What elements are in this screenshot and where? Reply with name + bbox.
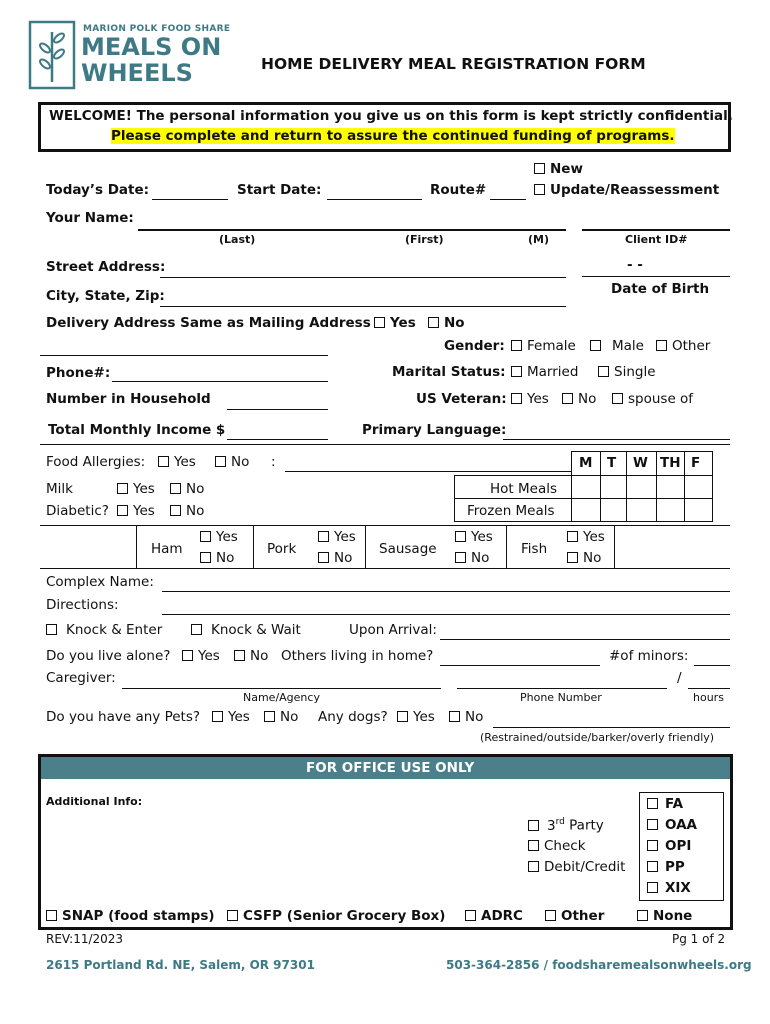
new-option[interactable]: New [534, 161, 583, 177]
directions-field[interactable] [162, 614, 730, 615]
milk-label: Milk [46, 481, 73, 497]
snap-option[interactable]: SNAP (food stamps) [46, 908, 215, 924]
todays-date-label: Today’s Date: [46, 182, 150, 198]
alone-no-checkbox[interactable] [234, 650, 245, 661]
marital-married[interactable]: Married [511, 364, 578, 380]
alone-yes-checkbox[interactable] [182, 650, 193, 661]
start-date-field[interactable] [327, 199, 422, 200]
allergies-yes-checkbox[interactable] [158, 456, 169, 467]
directions-label: Directions: [46, 597, 119, 613]
none-option[interactable]: None [637, 908, 692, 924]
pets-no[interactable]: No [264, 709, 298, 725]
gender-male[interactable]: Male [590, 338, 644, 354]
day-th: TH [660, 455, 681, 471]
married-checkbox[interactable] [511, 366, 522, 377]
pets-no-checkbox[interactable] [264, 711, 275, 722]
ham-yes[interactable]: Yes [200, 529, 238, 545]
ham-no-checkbox[interactable] [200, 552, 211, 563]
complex-field[interactable] [162, 591, 730, 592]
hours-caption: hours [693, 691, 724, 704]
code-xix[interactable]: XIX [647, 880, 691, 896]
form-title: HOME DELIVERY MEAL REGISTRATION FORM [261, 55, 646, 73]
knock-wait-checkbox[interactable] [191, 624, 202, 635]
milk-no[interactable]: No [170, 481, 204, 497]
page-number: Pg 1 of 2 [672, 932, 726, 946]
frozen-meals-label: Frozen Meals [467, 503, 555, 519]
veteran-spouse[interactable]: spouse of [612, 391, 693, 407]
income-field[interactable] [227, 439, 328, 440]
street-field[interactable] [160, 277, 566, 278]
allergies-no[interactable]: No [215, 454, 249, 470]
logo-line2: WHEELS [81, 59, 193, 87]
logo-line1: MEALS ON [81, 33, 222, 61]
update-option[interactable]: Update/Reassessment [534, 182, 719, 198]
alone-no[interactable]: No [234, 648, 268, 664]
pork-yes[interactable]: Yes [318, 529, 356, 545]
ham-label: Ham [151, 541, 183, 557]
revision: REV:11/2023 [46, 932, 124, 946]
ham-no[interactable]: No [200, 550, 234, 566]
last-caption: (Last) [219, 233, 256, 246]
office-bar-title: FOR OFFICE USE ONLY [306, 760, 475, 776]
fa-checkbox[interactable] [647, 798, 658, 809]
fish-label: Fish [521, 541, 548, 557]
dob-separators: - - [627, 257, 643, 273]
veteran-label: US Veteran: [416, 391, 507, 407]
csfp-option[interactable]: CSFP (Senior Grocery Box) [227, 908, 445, 924]
veteran-no-checkbox[interactable] [562, 393, 573, 404]
pets-yes-checkbox[interactable] [212, 711, 223, 722]
code-opi[interactable]: OPI [647, 838, 691, 854]
section-divider [40, 444, 730, 445]
other-office-checkbox[interactable] [545, 910, 556, 921]
hours-field[interactable] [688, 688, 730, 689]
knock-wait[interactable]: Knock & Wait [191, 622, 301, 638]
milk-yes-checkbox[interactable] [117, 483, 128, 494]
dogs-no-checkbox[interactable] [449, 711, 460, 722]
dogs-yes[interactable]: Yes [397, 709, 435, 725]
welcome-line2: Please complete and return to assure the continued funding of programs. [111, 128, 675, 144]
marital-single[interactable]: Single [598, 364, 656, 380]
oaa-checkbox[interactable] [647, 819, 658, 830]
third-party-checkbox[interactable] [528, 820, 539, 831]
dob-caption: Date of Birth [611, 281, 710, 297]
fish-yes[interactable]: Yes [567, 529, 605, 545]
hours-slash: / [677, 670, 682, 686]
allergies-yes[interactable]: Yes [158, 454, 196, 470]
female-checkbox[interactable] [511, 340, 522, 351]
milk-yes[interactable]: Yes [117, 481, 155, 497]
check-checkbox[interactable] [528, 840, 539, 851]
delivery-yes-checkbox[interactable] [374, 317, 385, 328]
phone-number-caption: Phone Number [520, 691, 602, 704]
name-agency-caption: Name/Agency [243, 691, 320, 704]
caregiver-label: Caregiver: [46, 670, 116, 686]
fish-yes-checkbox[interactable] [567, 531, 578, 542]
phone-label: Phone#: [46, 365, 111, 381]
code-fa[interactable]: FA [647, 796, 683, 812]
single-checkbox[interactable] [598, 366, 609, 377]
caregiver-name-field[interactable] [122, 688, 441, 689]
hot-meals-label: Hot Meals [490, 481, 558, 497]
diabetic-no-checkbox[interactable] [170, 505, 181, 516]
todays-date-field[interactable] [152, 199, 228, 200]
knock-enter-checkbox[interactable] [46, 624, 57, 635]
delivery-label: Delivery Address Same as Mailing Address [46, 315, 371, 331]
minors-label: #of minors: [609, 648, 689, 664]
ham-yes-checkbox[interactable] [200, 531, 211, 542]
sausage-no[interactable]: No [455, 550, 489, 566]
dogs-label: Any dogs? [318, 709, 388, 725]
debit-option[interactable]: Debit/Credit [528, 859, 625, 875]
day-w: W [633, 455, 648, 471]
fish-no-checkbox[interactable] [567, 552, 578, 563]
update-checkbox[interactable] [534, 184, 545, 195]
dogs-yes-checkbox[interactable] [397, 711, 408, 722]
household-label: Number in Household [46, 391, 211, 407]
logo [28, 20, 231, 92]
sausage-label: Sausage [379, 541, 437, 557]
delivery-address-field[interactable] [40, 355, 328, 356]
gender-label: Gender: [444, 338, 505, 354]
delivery-no-checkbox[interactable] [428, 317, 439, 328]
diabetic-yes-checkbox[interactable] [117, 505, 128, 516]
check-option[interactable]: Check [528, 838, 586, 854]
upon-arrival-label: Upon Arrival: [349, 622, 437, 638]
pork-no[interactable]: No [318, 550, 352, 566]
day-m: M [579, 455, 593, 471]
complex-label: Complex Name: [46, 574, 154, 590]
gender-other[interactable]: Other [656, 338, 710, 354]
footer-address: 2615 Portland Rd. NE, Salem, OR 97301 [46, 958, 315, 972]
language-label: Primary Language: [362, 422, 507, 438]
others-field[interactable] [440, 665, 600, 666]
upon-arrival-field[interactable] [440, 639, 730, 640]
code-oaa[interactable]: OAA [647, 817, 697, 833]
diabetic-yes[interactable]: Yes [117, 503, 155, 519]
city-label: City, State, Zip: [46, 288, 165, 304]
other-checkbox[interactable] [656, 340, 667, 351]
others-label: Others living in home? [281, 648, 434, 664]
dob-field[interactable] [582, 276, 730, 277]
middle-caption: (M) [528, 233, 550, 246]
debit-checkbox[interactable] [528, 861, 539, 872]
spouse-checkbox[interactable] [612, 393, 623, 404]
street-label: Street Address: [46, 259, 166, 275]
veteran-no[interactable]: No [562, 391, 596, 407]
diabetic-label: Diabetic? [46, 503, 109, 519]
pork-no-checkbox[interactable] [318, 552, 329, 563]
route-label: Route# [430, 182, 487, 198]
your-name-label: Your Name: [46, 210, 134, 226]
xix-checkbox[interactable] [647, 882, 658, 893]
fish-no[interactable]: No [567, 550, 601, 566]
csfp-checkbox[interactable] [227, 910, 238, 921]
footer-contact: 503-364-2856 / foodsharemealsonwheels.org [446, 958, 752, 972]
veteran-yes-checkbox[interactable] [511, 393, 522, 404]
pets-label: Do you have any Pets? [46, 709, 201, 725]
language-field[interactable] [503, 439, 730, 440]
your-name-field[interactable] [138, 229, 566, 231]
start-date-label: Start Date: [237, 182, 322, 198]
dogs-note: (Restrained/outside/barker/overly friendly) [480, 731, 715, 744]
adrc-option[interactable]: ADRC [465, 908, 523, 924]
city-field[interactable] [160, 306, 566, 307]
client-id-caption: Client ID# [625, 233, 688, 246]
income-label: Total Monthly Income $ [48, 422, 226, 438]
third-party[interactable]: 3rd Party [528, 817, 604, 834]
allergies-no-checkbox[interactable] [215, 456, 226, 467]
allergies-colon: : [271, 454, 276, 470]
allergies-label: Food Allergies: [46, 454, 146, 470]
pets-yes[interactable]: Yes [212, 709, 250, 725]
phone-field[interactable] [112, 381, 328, 382]
adrc-checkbox[interactable] [465, 910, 476, 921]
milk-no-checkbox[interactable] [170, 483, 181, 494]
dogs-no[interactable]: No [449, 709, 483, 725]
snap-checkbox[interactable] [46, 910, 57, 921]
other-option[interactable]: Other [545, 908, 604, 924]
route-field[interactable] [490, 199, 526, 200]
welcome-line1: WELCOME! The personal information you give us on this form is kept strictly confidential. [49, 108, 733, 124]
pork-yes-checkbox[interactable] [318, 531, 329, 542]
minors-field[interactable] [694, 665, 730, 666]
knock-enter[interactable]: Knock & Enter [46, 622, 162, 638]
male-checkbox[interactable] [590, 340, 601, 351]
delivery-no[interactable]: No [428, 315, 465, 331]
sausage-no-checkbox[interactable] [455, 552, 466, 563]
pork-label: Pork [267, 541, 297, 557]
gender-female[interactable]: Female [511, 338, 576, 354]
alone-yes[interactable]: Yes [182, 648, 220, 664]
household-field[interactable] [227, 409, 328, 410]
marital-label: Marital Status: [392, 364, 506, 380]
caregiver-phone-field[interactable] [457, 688, 667, 689]
additional-info-label: Additional Info: [46, 795, 143, 808]
first-caption: (First) [405, 233, 444, 246]
sausage-yes[interactable]: Yes [455, 529, 493, 545]
new-checkbox[interactable] [534, 163, 545, 174]
code-pp[interactable]: PP [647, 859, 685, 875]
logo-org: MARION POLK FOOD SHARE [83, 24, 231, 34]
veteran-yes[interactable]: Yes [511, 391, 549, 407]
client-id-field[interactable] [582, 229, 730, 231]
live-alone-label: Do you live alone? [46, 648, 171, 664]
none-checkbox[interactable] [637, 910, 648, 921]
allergies-field[interactable] [285, 471, 571, 472]
sausage-yes-checkbox[interactable] [455, 531, 466, 542]
diabetic-no[interactable]: No [170, 503, 204, 519]
wheat-icon [28, 20, 76, 90]
opi-checkbox[interactable] [647, 840, 658, 851]
office-box [38, 754, 733, 930]
day-t: T [607, 455, 617, 471]
pp-checkbox[interactable] [647, 861, 658, 872]
dogs-field[interactable] [493, 727, 730, 728]
delivery-yes[interactable]: Yes [374, 315, 416, 331]
day-f: F [691, 455, 701, 471]
